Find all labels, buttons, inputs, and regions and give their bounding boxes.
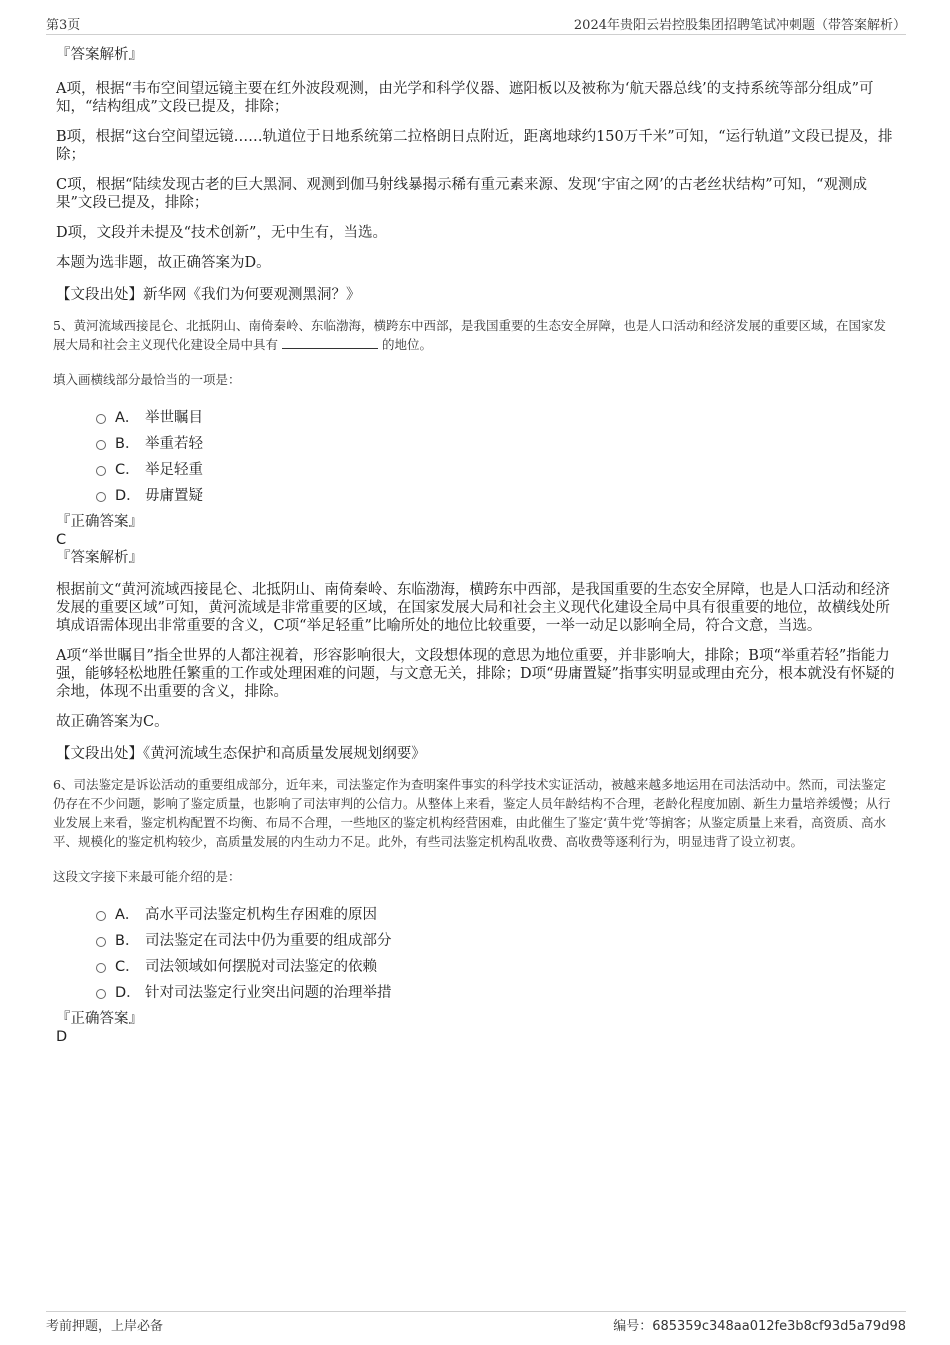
analysis-paragraph: A项，根据“韦布空间望远镜主要在红外波段观测，由光学和科学仪器、遮阳板以及被称为‘航天器总线’的支持系统等部分组成”可知，“结构组成”文段已提及，排除；	[56, 81, 874, 115]
option-letter: A．	[115, 409, 140, 426]
option-text: 司法领域如何摆脱对司法鉴定的依赖	[145, 958, 377, 975]
analysis-conclusion: 本题为选非题，故正确答案为D。	[56, 255, 271, 271]
option-letter: B．	[115, 435, 140, 452]
analysis-paragraph: 根据前文“黄河流域西接昆仑、北抵阴山、南倚秦岭、东临渤海，横跨东中西部，是我国重要的生态安全屏障，也是人口活动和经济发展的重要区域”可知，黄河流域是非常重要的区域，在国家发展大局和社会主义现代化建设全局中具有很重要的地位，故横线处所填成语需体现出非常重要的含义，C项“举足轻重”比喻所处的地位比较重要，一举一动足以影响全局，符合文意，当选。	[56, 582, 890, 634]
radio-icon[interactable]	[96, 989, 106, 999]
analysis-paragraph: D项，文段并未提及“技术创新”，无中生有，当选。	[56, 225, 387, 241]
option-d[interactable]	[96, 978, 896, 1004]
option-text: 举重若轻	[145, 435, 203, 452]
footer-code-value: 685359c348aa012fe3b8cf93d5a79d98	[652, 1319, 906, 1334]
correct-answer-tag: 『正确答案』	[56, 514, 143, 530]
analysis-paragraph: C项，根据“陆续发现古老的巨大黑洞、观测到伽马射线暴揭示稀有重元素来源、发现‘宇宙之网’的古老丝状结构”可知，“观测成果”文段已提及，排除；	[56, 177, 868, 211]
footer-slogan: 考前押题，上岸必备	[46, 1319, 164, 1334]
analysis-conclusion: 故正确答案为C。	[56, 714, 169, 730]
radio-icon[interactable]	[96, 466, 106, 476]
option-text: 举世瞩目	[145, 409, 203, 426]
analysis-paragraph: A项“举世瞩目”指全世界的人都注视着，形容影响很大，文段想体现的意思为地位重要，并非影响大，排除；B项“举重若轻”指能力强，能够轻松地胜任繁重的工作或处理困难的问题，与文意无关，排除；D项“毋庸置疑”指事实明显或理由充分，根本就没有怀疑的余地，体现不出重要的含义，排除。	[56, 648, 895, 700]
analysis-tag: 『答案解析』	[56, 47, 143, 63]
correct-answer: C	[56, 532, 67, 548]
footer-code-label: 编号：	[613, 1319, 653, 1334]
document-body	[53, 46, 896, 1046]
option-letter: A．	[115, 906, 140, 923]
correct-answer-tag: 『正确答案』	[56, 1011, 143, 1027]
option-letter: B．	[115, 932, 140, 949]
page-header	[46, 12, 906, 35]
source-citation: 【文段出处】《黄河流域生态保护和高质量发展规划纲要》	[56, 746, 426, 762]
question-prompt: 这段文字接下来最可能介绍的是：	[53, 869, 241, 884]
document-title: 2024年贵阳云岩控股集团招聘笔试冲刺题（带答案解析）	[573, 18, 906, 33]
question-stem	[53, 316, 896, 354]
option-a[interactable]	[96, 403, 896, 429]
option-letter: C．	[115, 958, 140, 975]
radio-icon[interactable]	[96, 440, 106, 450]
option-text: 举足轻重	[145, 461, 203, 478]
options-list	[96, 403, 896, 507]
analysis-paragraph: B项，根据“这台空间望远镜……轨道位于日地系统第二拉格朗日点附近，距离地球约150万千米”可知，“运行轨道”文段已提及，排除；	[56, 129, 893, 163]
source-citation: 【文段出处】新华网《我们为何要观测黑洞？》	[56, 287, 361, 303]
analysis-tag: 『答案解析』	[56, 550, 143, 566]
radio-icon[interactable]	[96, 963, 106, 973]
option-c[interactable]	[96, 952, 896, 978]
option-letter: D．	[115, 487, 141, 504]
fill-blank-line	[282, 336, 378, 349]
question-prompt: 填入画横线部分最恰当的一项是：	[53, 372, 241, 387]
option-b[interactable]	[96, 429, 896, 455]
question-stem-text: 5、黄河流域西接昆仑、北抵阴山、南倚秦岭、东临渤海，横跨东中西部，是我国重要的生态安全屏障，也是人口活动和经济发展的重要区域，在国家发展大局和社会主义现代化建设全局中具有	[53, 318, 886, 352]
option-text: 针对司法鉴定行业突出问题的治理举措	[145, 984, 392, 1001]
page-number: 第3页	[46, 18, 81, 33]
radio-icon[interactable]	[96, 414, 106, 424]
option-letter: C．	[115, 461, 140, 478]
option-a[interactable]	[96, 900, 896, 926]
option-text: 高水平司法鉴定机构生存困难的原因	[145, 906, 377, 923]
option-letter: D．	[115, 984, 141, 1001]
option-text: 司法鉴定在司法中仍为重要的组成部分	[145, 932, 392, 949]
option-d[interactable]	[96, 481, 896, 507]
radio-icon[interactable]	[96, 937, 106, 947]
question-stem: 6、司法鉴定是诉讼活动的重要组成部分，近年来，司法鉴定作为查明案件事实的科学技术实证活动，被越来越多地运用在司法活动中。然而，司法鉴定仍存在不少问题，影响了鉴定质量，也影响了司法审判的公信力。从整体上来看，鉴定人员年龄结构不合理，老龄化程度加剧、新生力量培养缓慢；从行业发展上来看，鉴定机构配置不均衡、布局不合理，一些地区的鉴定机构经营困难，由此催生了鉴定‘黄牛党’等掮客；从鉴定质量上来看，高资质、高水平、规模化的鉴定机构较少，高质量发展的内生动力不足。此外，有些司法鉴定机构乱收费、高收费等逐利行为，明显违背了设立初衷。	[53, 777, 891, 849]
question-stem-tail: 的地位。	[381, 337, 432, 352]
footer-code	[613, 1315, 906, 1334]
option-c[interactable]	[96, 455, 896, 481]
radio-icon[interactable]	[96, 492, 106, 502]
option-b[interactable]	[96, 926, 896, 952]
option-text: 毋庸置疑	[145, 487, 203, 504]
options-list	[96, 900, 896, 1004]
page-footer	[46, 1311, 906, 1336]
correct-answer: D	[56, 1029, 68, 1045]
radio-icon[interactable]	[96, 911, 106, 921]
